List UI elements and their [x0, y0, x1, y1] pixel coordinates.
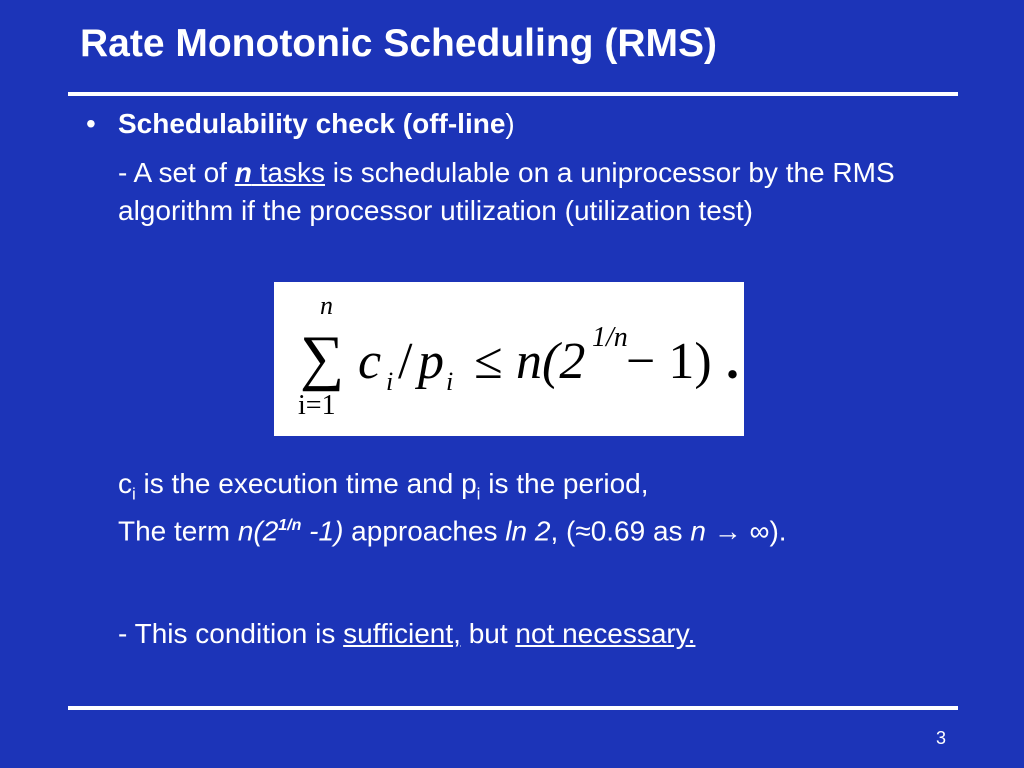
definition-paragraph: - A set of n tasks is schedulable on a uniprocessor by the RMS algorithm if the processor utilization (utilization test) [118, 157, 895, 226]
formula-p: p [418, 333, 444, 390]
variables-line: $c_i$ is the execution time and $p_i$ is the period, [118, 468, 649, 504]
utilization-formula [274, 282, 744, 436]
sum-symbol: ∑ [300, 324, 345, 392]
formula-rhs: n(2 [516, 333, 586, 390]
footer-divider [68, 706, 958, 710]
formula-tail: − 1) [626, 333, 712, 390]
bullet-heading: Schedulability check (off-line) [118, 108, 515, 139]
title-divider [68, 92, 958, 96]
slide-title: Rate Monotonic Scheduling (RMS) [80, 22, 717, 65]
bullet-marker: • [86, 108, 96, 139]
sum-upper-limit: n [320, 291, 333, 320]
formula-c-subscript: i [386, 367, 394, 396]
condition-paragraph: - This condition is sufficient, but not necessary. [118, 618, 696, 649]
formula-slash: / [398, 333, 413, 390]
formula-p-subscript: i [446, 367, 454, 396]
sum-lower-limit: i=1 [298, 390, 336, 421]
formula-leq: ≤ [474, 333, 503, 390]
formula-dot: . [726, 333, 739, 390]
limit-paragraph: The term $n(2^{1/n}$ -1) approaches ln 2, (≈0.69 as n → ∞). [118, 515, 787, 547]
formula-c: c [358, 333, 382, 390]
formula-exponent: 1/n [592, 322, 628, 353]
page-number: 3 [935, 728, 946, 748]
